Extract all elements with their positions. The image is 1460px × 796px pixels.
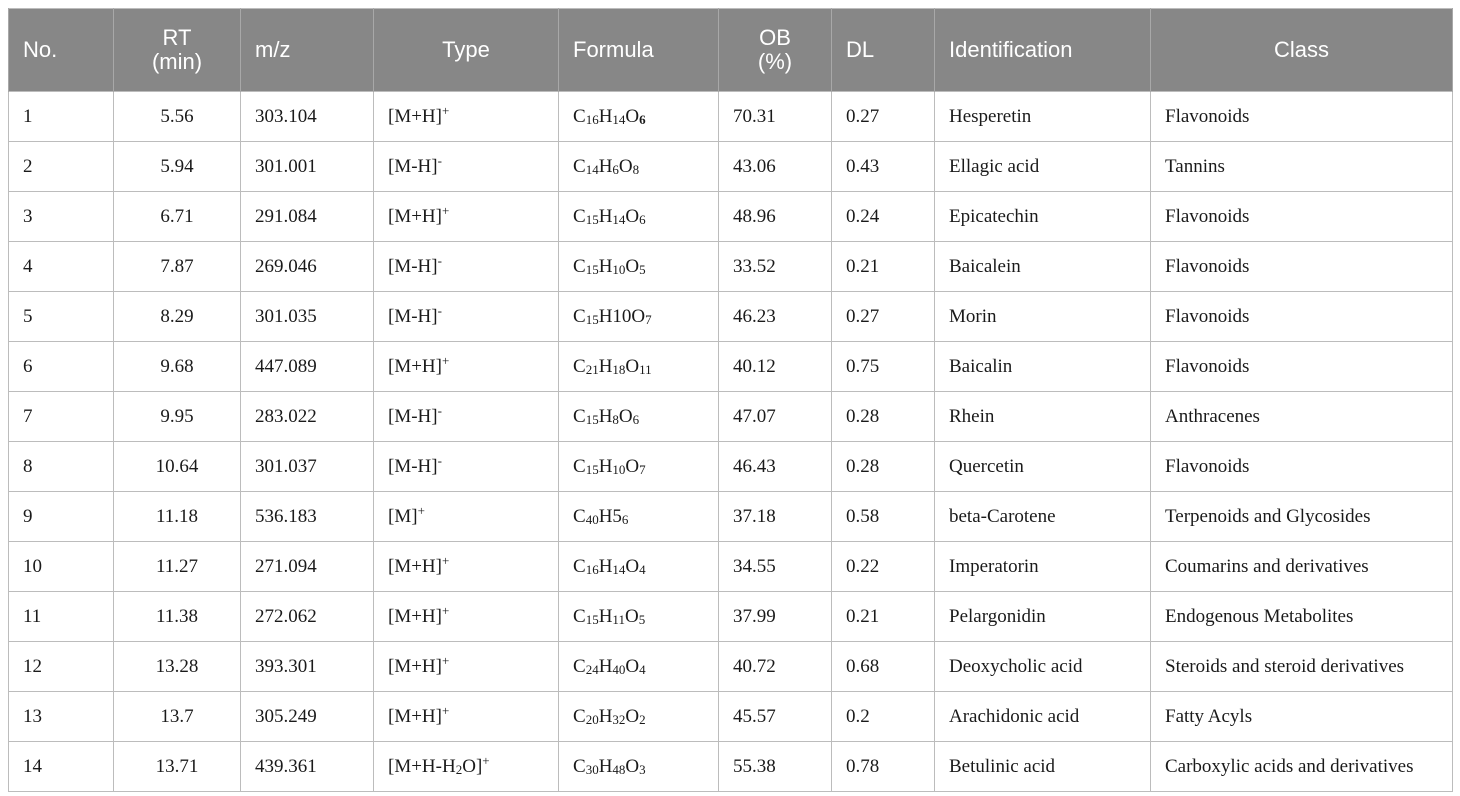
formula-subscript: 21 <box>585 361 599 377</box>
cell-class: Flavonoids <box>1151 442 1453 492</box>
header-no: No. <box>9 9 114 92</box>
type-base: [M+H] <box>388 705 442 727</box>
formula-element: H <box>598 655 613 677</box>
cell-mz: 301.037 <box>241 442 374 492</box>
formula-subscript: 14 <box>585 161 599 177</box>
formula-subscript: 10 <box>612 261 626 277</box>
table-body <box>9 92 1453 792</box>
cell-formula <box>559 592 719 642</box>
formula-subscript: 4 <box>639 561 646 577</box>
cell-ob: 40.12 <box>719 342 832 392</box>
formula-element: H <box>598 455 613 477</box>
cell-dl: 0.78 <box>832 742 935 792</box>
cell-formula <box>559 492 719 542</box>
cell-ob: 33.52 <box>719 242 832 292</box>
formula-element: H <box>598 405 613 427</box>
cell-dl: 0.2 <box>832 692 935 742</box>
formula-subscript: 14 <box>612 111 626 127</box>
formula-element: H <box>598 705 613 727</box>
cell-type <box>374 692 559 742</box>
cell-class: Flavonoids <box>1151 242 1453 292</box>
formula-subscript: 8 <box>632 161 640 177</box>
header-mz: m/z <box>241 9 374 92</box>
cell-class: Carboxylic acids and derivatives <box>1151 742 1453 792</box>
cell-dl: 0.21 <box>832 592 935 642</box>
type-charge: + <box>442 552 450 568</box>
cell-class: Fatty Acyls <box>1151 692 1453 742</box>
formula-element: C <box>573 605 586 627</box>
cell-type <box>374 392 559 442</box>
type-subscript: 2 <box>455 761 463 777</box>
cell-identification: Morin <box>935 292 1151 342</box>
formula-subscript: 15 <box>585 461 599 477</box>
formula-element: H <box>598 205 613 227</box>
type-base: [M+H] <box>388 355 442 377</box>
cell-identification: Betulinic acid <box>935 742 1151 792</box>
cell-formula <box>559 642 719 692</box>
formula-subscript: 6 <box>639 111 646 127</box>
cell-dl: 0.28 <box>832 392 935 442</box>
cell-mz: 393.301 <box>241 642 374 692</box>
cell-ob: 70.31 <box>719 92 832 142</box>
formula-element: C <box>573 755 586 777</box>
cell-identification: Epicatechin <box>935 192 1151 242</box>
cell-mz: 301.035 <box>241 292 374 342</box>
type-base: [M+H] <box>388 655 442 677</box>
cell-identification: Baicalin <box>935 342 1151 392</box>
cell-formula <box>559 92 719 142</box>
header-class: Class <box>1151 9 1453 92</box>
cell-no: 10 <box>9 542 114 592</box>
cell-no: 9 <box>9 492 114 542</box>
formula-element: H <box>598 755 613 777</box>
cell-dl: 0.58 <box>832 492 935 542</box>
type-charge: - <box>437 152 442 168</box>
formula-subscript: 5 <box>638 611 646 627</box>
type-charge: - <box>437 402 442 418</box>
cell-formula <box>559 692 719 742</box>
cell-rt: 5.94 <box>114 142 241 192</box>
formula-element: O <box>625 755 640 777</box>
cell-class: Steroids and steroid derivatives <box>1151 642 1453 692</box>
cell-dl: 0.75 <box>832 342 935 392</box>
cell-rt: 8.29 <box>114 292 241 342</box>
cell-type <box>374 492 559 542</box>
table-row <box>9 692 1453 742</box>
cell-no: 5 <box>9 292 114 342</box>
type-base: [M+H] <box>388 555 442 577</box>
table-row <box>9 292 1453 342</box>
cell-formula <box>559 342 719 392</box>
formula-element: C <box>573 155 586 177</box>
cell-no: 13 <box>9 692 114 742</box>
formula-subscript: 7 <box>645 311 652 327</box>
formula-element: C <box>573 105 586 127</box>
cell-dl: 0.22 <box>832 542 935 592</box>
cell-class: Tannins <box>1151 142 1453 192</box>
type-base: [M-H] <box>388 405 438 427</box>
cell-mz: 269.046 <box>241 242 374 292</box>
cell-ob: 43.06 <box>719 142 832 192</box>
formula-subscript: 11 <box>639 361 652 377</box>
cell-identification: Arachidonic acid <box>935 692 1151 742</box>
formula-element: O <box>618 155 633 177</box>
formula-element: C <box>573 455 586 477</box>
formula-element: C <box>573 355 586 377</box>
cell-rt: 13.71 <box>114 742 241 792</box>
cell-ob: 34.55 <box>719 542 832 592</box>
type-base: [M+H] <box>388 105 442 127</box>
formula-subscript: 16 <box>585 561 599 577</box>
formula-subscript: 3 <box>639 761 646 777</box>
formula-element: C <box>573 255 586 277</box>
type-base: [M-H] <box>388 455 438 477</box>
cell-type <box>374 242 559 292</box>
cell-identification: Deoxycholic acid <box>935 642 1151 692</box>
header-formula: Formula <box>559 9 719 92</box>
table-header <box>9 9 1453 92</box>
table-row <box>9 592 1453 642</box>
cell-formula <box>559 742 719 792</box>
cell-class: Flavonoids <box>1151 192 1453 242</box>
type-base: [M+H] <box>388 605 442 627</box>
table-row <box>9 242 1453 292</box>
formula-subscript: 6 <box>612 161 619 177</box>
formula-element: O <box>625 655 640 677</box>
cell-formula <box>559 142 719 192</box>
cell-class: Flavonoids <box>1151 342 1453 392</box>
type-charge: + <box>442 652 450 668</box>
cell-class: Flavonoids <box>1151 92 1453 142</box>
formula-subscript: 48 <box>612 761 626 777</box>
cell-class: Endogenous Metabolites <box>1151 592 1453 642</box>
cell-rt: 11.18 <box>114 492 241 542</box>
cell-no: 7 <box>9 392 114 442</box>
cell-mz: 536.183 <box>241 492 374 542</box>
cell-no: 14 <box>9 742 114 792</box>
formula-subscript: 6 <box>632 411 640 427</box>
cell-no: 2 <box>9 142 114 192</box>
formula-element: O <box>618 405 633 427</box>
cell-type <box>374 92 559 142</box>
cell-ob: 40.72 <box>719 642 832 692</box>
formula-subscript: 14 <box>612 561 626 577</box>
formula-subscript: 2 <box>639 711 646 727</box>
cell-formula <box>559 242 719 292</box>
formula-element: H <box>598 605 613 627</box>
formula-subscript: 10 <box>612 461 626 477</box>
cell-dl: 0.43 <box>832 142 935 192</box>
cell-mz: 291.084 <box>241 192 374 242</box>
type-base: [M-H] <box>388 255 438 277</box>
formula-element: O <box>625 205 640 227</box>
formula-subscript: 20 <box>585 711 599 727</box>
cell-class: Terpenoids and Glycosides <box>1151 492 1453 542</box>
formula-subscript: 16 <box>585 111 599 127</box>
formula-element: H <box>598 105 613 127</box>
cell-dl: 0.24 <box>832 192 935 242</box>
cell-dl: 0.27 <box>832 92 935 142</box>
cell-mz: 439.361 <box>241 742 374 792</box>
type-charge: + <box>442 602 450 618</box>
header-type: Type <box>374 9 559 92</box>
type-base: [M+H-H <box>388 755 456 777</box>
cell-identification: Hesperetin <box>935 92 1151 142</box>
table-row <box>9 342 1453 392</box>
type-base: [M-H] <box>388 155 438 177</box>
formula-subscript: 5 <box>639 261 646 277</box>
cell-rt: 13.28 <box>114 642 241 692</box>
cell-identification: Baicalein <box>935 242 1151 292</box>
table-row <box>9 742 1453 792</box>
cell-no: 1 <box>9 92 114 142</box>
type-charge: + <box>482 752 490 768</box>
formula-subscript: 15 <box>585 211 599 227</box>
cell-formula <box>559 542 719 592</box>
cell-mz: 301.001 <box>241 142 374 192</box>
cell-formula <box>559 442 719 492</box>
table-row <box>9 442 1453 492</box>
type-base-tail: O] <box>462 755 483 777</box>
cell-mz: 303.104 <box>241 92 374 142</box>
type-base: [M-H] <box>388 305 438 327</box>
cell-identification: Ellagic acid <box>935 142 1151 192</box>
cell-no: 8 <box>9 442 114 492</box>
table-row <box>9 542 1453 592</box>
formula-element: H <box>598 255 613 277</box>
type-base: [M] <box>388 505 418 527</box>
header-rt: RT (min) <box>114 9 241 92</box>
formula-subscript: 18 <box>612 361 626 377</box>
cell-no: 4 <box>9 242 114 292</box>
cell-rt: 11.27 <box>114 542 241 592</box>
cell-identification: beta-Carotene <box>935 492 1151 542</box>
cell-rt: 9.95 <box>114 392 241 442</box>
formula-element: H10O <box>598 305 646 327</box>
table-row <box>9 492 1453 542</box>
table-row <box>9 642 1453 692</box>
cell-type <box>374 542 559 592</box>
cell-rt: 7.87 <box>114 242 241 292</box>
formula-element: C <box>573 505 586 527</box>
formula-subscript: 15 <box>585 261 599 277</box>
cell-no: 3 <box>9 192 114 242</box>
cell-ob: 46.23 <box>719 292 832 342</box>
formula-subscript: 8 <box>612 411 619 427</box>
cell-ob: 37.18 <box>719 492 832 542</box>
type-charge: + <box>417 502 425 518</box>
formula-subscript: 6 <box>639 211 646 227</box>
formula-subscript: 11 <box>612 611 625 627</box>
formula-element: O <box>625 355 640 377</box>
formula-element: C <box>573 405 586 427</box>
formula-subscript: 4 <box>639 661 646 677</box>
cell-rt: 13.7 <box>114 692 241 742</box>
table-row <box>9 142 1453 192</box>
formula-subscript: 15 <box>585 611 599 627</box>
formula-subscript: 15 <box>585 311 599 327</box>
type-charge: - <box>437 302 442 318</box>
cell-mz: 305.249 <box>241 692 374 742</box>
cell-type <box>374 142 559 192</box>
table-row <box>9 392 1453 442</box>
cell-identification: Imperatorin <box>935 542 1151 592</box>
cell-rt: 9.68 <box>114 342 241 392</box>
cell-no: 12 <box>9 642 114 692</box>
formula-element: O <box>625 455 640 477</box>
cell-mz: 271.094 <box>241 542 374 592</box>
type-base: [M+H] <box>388 205 442 227</box>
cell-class: Flavonoids <box>1151 292 1453 342</box>
formula-element: H5 <box>598 505 622 527</box>
formula-subscript: 40 <box>585 511 599 527</box>
cell-dl: 0.21 <box>832 242 935 292</box>
cell-rt: 5.56 <box>114 92 241 142</box>
formula-element: H <box>598 355 613 377</box>
formula-subscript: 32 <box>612 711 626 727</box>
header-ob: OB (%) <box>719 9 832 92</box>
formula-element: O <box>625 555 640 577</box>
header-dl: DL <box>832 9 935 92</box>
cell-no: 11 <box>9 592 114 642</box>
cell-ob: 45.57 <box>719 692 832 742</box>
formula-element: H <box>598 155 613 177</box>
formula-element: C <box>573 705 586 727</box>
formula-element: O <box>625 105 640 127</box>
cell-type <box>374 742 559 792</box>
type-charge: - <box>437 452 442 468</box>
cell-type <box>374 292 559 342</box>
cell-type <box>374 442 559 492</box>
cell-class: Anthracenes <box>1151 392 1453 442</box>
cell-ob: 55.38 <box>719 742 832 792</box>
cell-formula <box>559 292 719 342</box>
cell-rt: 10.64 <box>114 442 241 492</box>
formula-element: C <box>573 655 586 677</box>
cell-ob: 48.96 <box>719 192 832 242</box>
cell-identification: Quercetin <box>935 442 1151 492</box>
cell-ob: 47.07 <box>719 392 832 442</box>
cell-mz: 283.022 <box>241 392 374 442</box>
cell-no: 6 <box>9 342 114 392</box>
header-identification: Identification <box>935 9 1151 92</box>
formula-element: O <box>624 605 639 627</box>
formula-subscript: 24 <box>585 661 599 677</box>
cell-formula <box>559 392 719 442</box>
cell-class: Coumarins and derivatives <box>1151 542 1453 592</box>
cell-mz: 447.089 <box>241 342 374 392</box>
formula-subscript: 6 <box>621 511 629 527</box>
cell-ob: 37.99 <box>719 592 832 642</box>
formula-element: O <box>625 255 640 277</box>
cell-type <box>374 642 559 692</box>
type-charge: + <box>442 102 450 118</box>
type-charge: - <box>437 252 442 268</box>
cell-formula <box>559 192 719 242</box>
cell-dl: 0.28 <box>832 442 935 492</box>
type-charge: + <box>442 352 450 368</box>
formula-subscript: 30 <box>585 761 599 777</box>
header-row <box>9 9 1453 92</box>
formula-element: O <box>625 705 640 727</box>
type-charge: + <box>442 702 450 718</box>
type-charge: + <box>442 202 450 218</box>
formula-subscript: 40 <box>612 661 626 677</box>
table-row <box>9 192 1453 242</box>
formula-subscript: 15 <box>585 411 599 427</box>
cell-type <box>374 192 559 242</box>
cell-rt: 11.38 <box>114 592 241 642</box>
formula-subscript: 14 <box>612 211 626 227</box>
cell-type <box>374 592 559 642</box>
cell-identification: Pelargonidin <box>935 592 1151 642</box>
formula-element: H <box>598 555 613 577</box>
cell-dl: 0.68 <box>832 642 935 692</box>
cell-dl: 0.27 <box>832 292 935 342</box>
cell-identification: Rhein <box>935 392 1151 442</box>
cell-rt: 6.71 <box>114 192 241 242</box>
cell-ob: 46.43 <box>719 442 832 492</box>
formula-element: C <box>573 555 586 577</box>
formula-element: C <box>573 205 586 227</box>
formula-element: C <box>573 305 586 327</box>
formula-subscript: 7 <box>639 461 646 477</box>
table-row <box>9 92 1453 142</box>
cell-type <box>374 342 559 392</box>
compound-table <box>8 8 1453 792</box>
cell-mz: 272.062 <box>241 592 374 642</box>
